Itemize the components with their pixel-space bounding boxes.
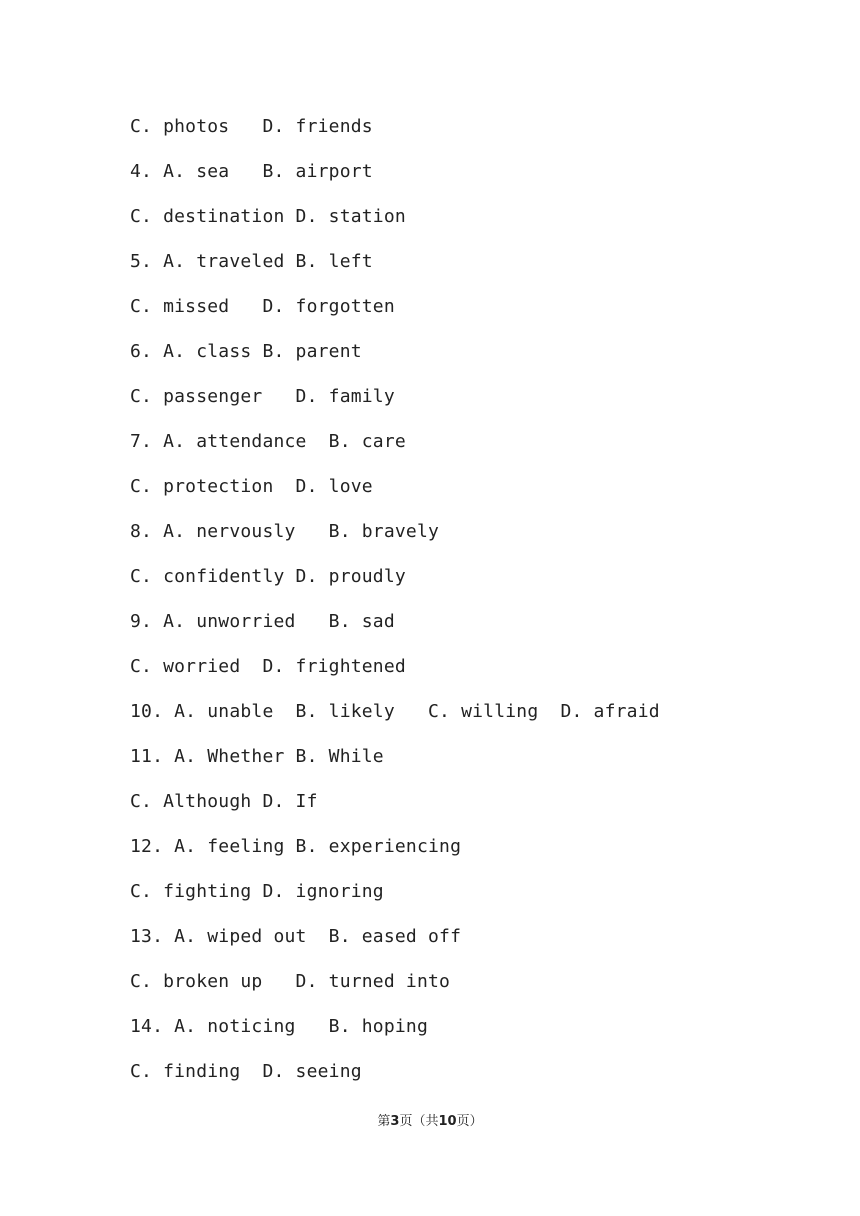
option-line: C. confidently D. proudly <box>130 566 406 587</box>
option-line: C. finding D. seeing <box>130 1061 362 1082</box>
option-line: 14. A. noticing B. hoping <box>130 1016 428 1037</box>
option-line: C. protection D. love <box>130 476 373 497</box>
option-line: 10. A. unable B. likely C. willing D. afraid <box>130 701 660 722</box>
option-line: 7. A. attendance B. care <box>130 431 406 452</box>
page-footer <box>0 1110 860 1129</box>
footer-middle: 页（共 <box>399 1114 439 1129</box>
option-line: C. worried D. frightened <box>130 656 406 677</box>
option-line: C. passenger D. family <box>130 386 395 407</box>
option-line: 8. A. nervously B. bravely <box>130 521 440 542</box>
option-line: 4. A. sea B. airport <box>130 161 373 182</box>
option-line: C. destination D. station <box>130 206 406 227</box>
option-line: C. fighting D. ignoring <box>130 881 384 902</box>
option-line: 6. A. class B. parent <box>130 341 362 362</box>
option-line: 11. A. Whether B. While <box>130 746 384 767</box>
option-line: C. broken up D. turned into <box>130 971 451 992</box>
option-line: C. photos D. friends <box>130 116 373 137</box>
option-line: 13. A. wiped out B. eased off <box>130 926 462 947</box>
answer-options-list <box>130 114 660 1104</box>
option-line: 12. A. feeling B. experiencing <box>130 836 462 857</box>
total-pages: 10 <box>438 1114 457 1129</box>
footer-prefix: 第 <box>377 1114 391 1129</box>
option-line: 9. A. unworried B. sad <box>130 611 395 632</box>
option-line: 5. A. traveled B. left <box>130 251 373 272</box>
option-line: C. missed D. forgotten <box>130 296 395 317</box>
page-number: 3 <box>390 1114 400 1129</box>
footer-suffix: 页） <box>456 1114 483 1129</box>
option-line: C. Although D. If <box>130 791 318 812</box>
